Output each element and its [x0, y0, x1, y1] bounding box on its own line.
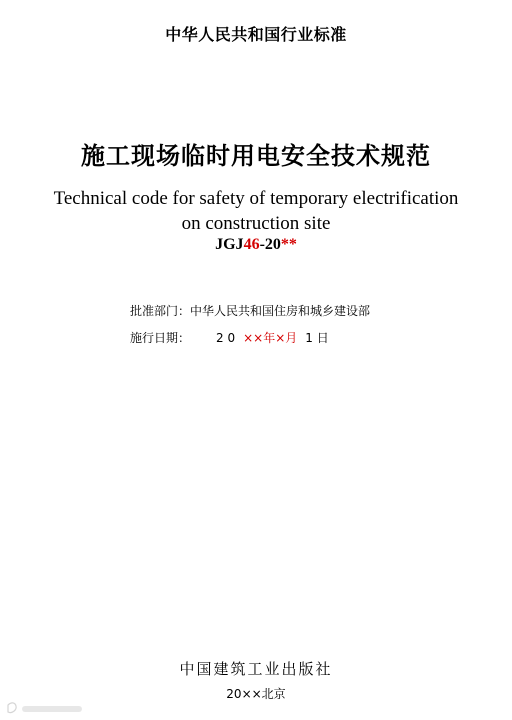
effective-label: 施行日期：: [130, 331, 191, 345]
publication-year-city: 20××北京: [226, 687, 286, 701]
effective-day: 1 日: [305, 331, 329, 345]
english-title-line-1: Technical code for safety of temporary electrification: [53, 188, 459, 209]
approval-label: 批准部门：: [130, 304, 191, 318]
code-year-suffix: **: [280, 236, 297, 253]
code-dash: -20: [259, 236, 281, 253]
publisher-name: 中国建筑工业出版社: [179, 660, 333, 678]
effective-date-row: [130, 329, 329, 346]
english-title-line-2: on construction site: [181, 213, 331, 234]
approval-value: 中华人民共和国住房和城乡建设部: [190, 304, 371, 318]
effective-placeholder: ××年×月: [243, 331, 298, 345]
standard-code: [0, 236, 512, 254]
approval-department-row: [130, 302, 370, 319]
code-prefix: JGJ: [215, 236, 244, 253]
document-title-english: [0, 186, 512, 236]
standard-type-heading: 中华人民共和国行业标准: [165, 25, 347, 44]
effective-year: 2 0: [216, 331, 236, 345]
document-title-chinese: 施工现场临时用电安全技术规范: [81, 142, 431, 170]
code-number: 46: [243, 236, 260, 253]
watermark-logo-icon: [6, 701, 86, 715]
